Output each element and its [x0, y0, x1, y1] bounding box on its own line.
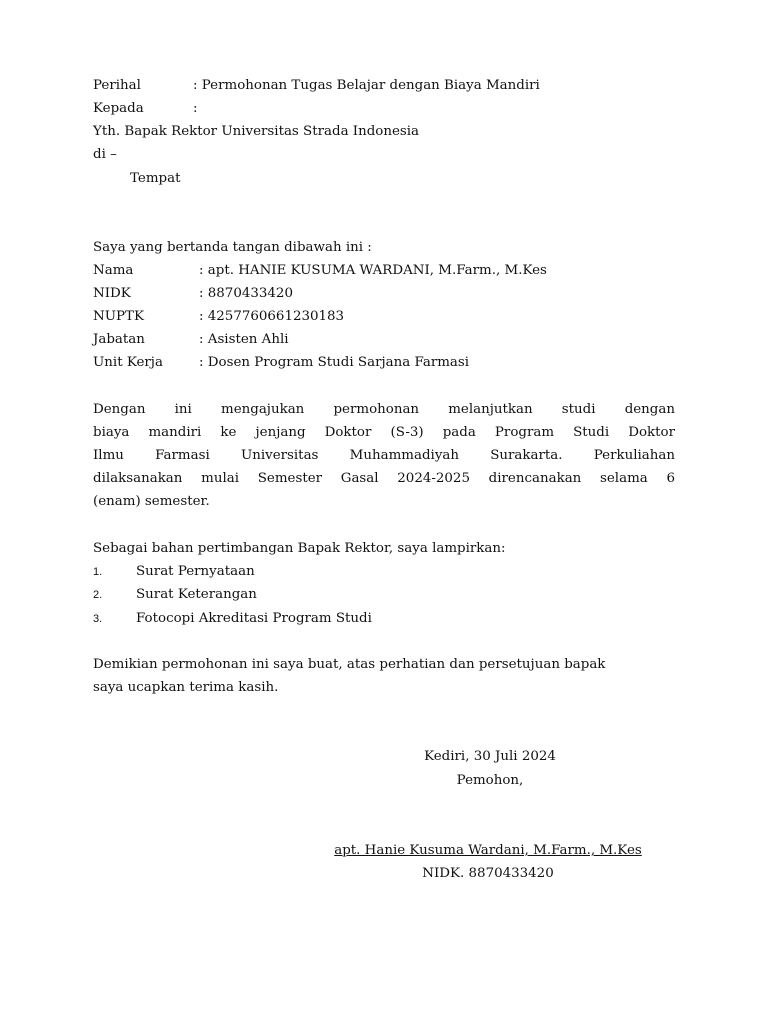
body-paragraph-line: dilaksanakan mulai Semester Gasal 2024-2025 direncanakan selama 6: [93, 471, 675, 486]
attachment-item: Surat Pernyataan: [136, 564, 255, 579]
attachment-number: 3.: [93, 613, 103, 625]
signer-nidk: NIDK. 8870433420: [422, 866, 554, 881]
signer-name: apt. Hanie Kusuma Wardani, M.Farm., M.Kes: [334, 843, 642, 858]
body-paragraph-line: biaya mandiri ke jenjang Doktor (S-3) pada Program Studi Doktor: [93, 425, 675, 440]
body-paragraph-line: Dengan ini mengajukan permohonan melanjutkan studi dengan: [93, 402, 675, 417]
identity-label-nama: Nama: [93, 263, 134, 278]
closing-line: saya ucapkan terima kasih.: [93, 680, 279, 695]
di-line: di –: [93, 147, 117, 162]
closing-line: Demikian permohonan ini saya buat, atas perhatian dan persetujuan bapak: [93, 657, 606, 672]
identity-label-nidk: NIDK: [93, 286, 131, 301]
place-date: Kediri, 30 Juli 2024: [424, 749, 556, 764]
attachment-item: Fotocopi Akreditasi Program Studi: [136, 611, 372, 626]
identity-label-unit-kerja: Unit Kerja: [93, 355, 163, 370]
perihal-label: Perihal: [93, 78, 141, 93]
attachment-number: 1.: [93, 566, 103, 578]
tempat-line: Tempat: [130, 171, 181, 186]
recipient-line: Yth. Bapak Rektor Universitas Strada Indonesia: [93, 124, 420, 139]
attachment-number: 2.: [93, 589, 103, 601]
identity-value-jabatan: : Asisten Ahli: [199, 332, 289, 347]
attachments-intro: Sebagai bahan pertimbangan Bapak Rektor, saya lampirkan:: [93, 541, 506, 556]
signer-role: Pemohon,: [456, 773, 524, 788]
identity-value-unit-kerja: : Dosen Program Studi Sarjana Farmasi: [199, 355, 470, 370]
identity-label-nuptk: NUPTK: [93, 309, 144, 324]
identity-value-nuptk: : 4257760661230183: [199, 309, 345, 324]
identity-label-jabatan: Jabatan: [93, 332, 145, 347]
identity-value-nama: : apt. HANIE KUSUMA WARDANI, M.Farm., M.Kes: [199, 263, 547, 278]
perihal-value: : Permohonan Tugas Belajar dengan Biaya Mandiri: [193, 78, 540, 93]
identity-value-nidk: : 8870433420: [199, 286, 293, 301]
kepada-value: :: [193, 101, 198, 116]
body-paragraph-line: Ilmu Farmasi Universitas Muhammadiyah Surakarta. Perkuliahan: [93, 448, 675, 463]
intro-line: Saya yang bertanda tangan dibawah ini :: [93, 240, 372, 255]
body-paragraph-line: (enam) semester.: [93, 494, 210, 509]
kepada-label: Kepada: [93, 101, 144, 116]
attachment-item: Surat Keterangan: [136, 587, 257, 602]
